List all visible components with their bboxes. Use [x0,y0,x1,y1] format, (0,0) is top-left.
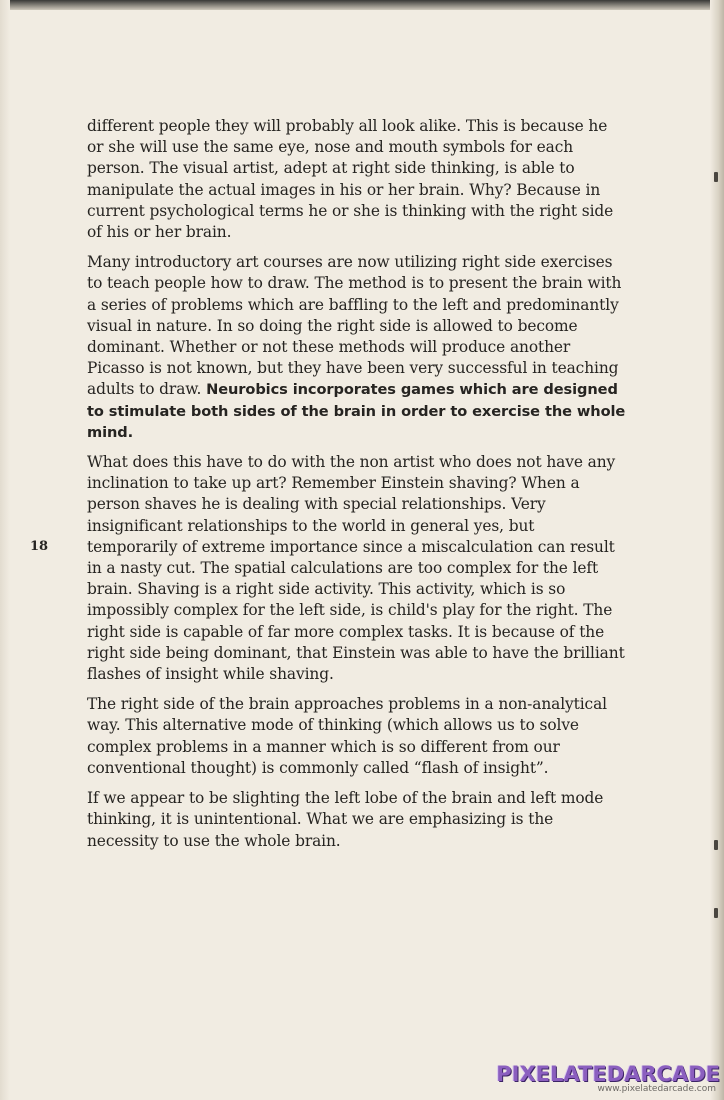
bold-emphasis: Neurobics incorporates games which are designed to stimulate both sides of the brain in order to exercise the whole mind. [87,381,626,441]
paragraph-text: different people they will probably all look alike. This is because he or she will use the same eye, nose and mouth symbols for each person. The visual artist, adept at right side thinking, is able to manipulate the actual images in his or her brain. Why? Because in current psychological terms he or she is thinking with the right side of his or her brain. [87,117,614,242]
paragraph [87,252,627,443]
binding-mark [714,172,718,182]
paragraph [87,116,627,243]
paragraph-text: If we appear to be slighting the left lobe of the brain and left mode thinking, it is unintentional. What we are emphasizing is the necessity to use the whole brain. [87,789,604,850]
paragraph [87,788,627,852]
page-number: 18 [30,539,49,554]
page-top-edge [0,0,724,10]
paragraph-text: The right side of the brain approaches problems in a non-analytical way. This alternative mode of thinking (which allows us to solve complex problems in a manner which is so different from our conventional thought) is commonly called “flash of insight”. [87,695,607,777]
watermark-url: www.pixelatedarcade.com [597,1084,716,1094]
page-right-edge [710,0,724,1100]
binding-mark [714,908,718,918]
paragraph-text: What does this have to do with the non artist who does not have any inclination to take up art? Remember Einstein shaving? When a person shaves he is dealing with special relationships. Very insignificant relationships to the world in general yes, but temporarily of extreme importance since a miscalculation can result in a nasty cut. The spatial calculations are too complex for the left brain. Shaving is a right side activity. This activity, which is so impossibly complex for the left side, is child's play for the right. The right side is capable of far more complex tasks. It is because of the right side being dominant, that Einstein was able to have the brilliant flashes of insight while shaving. [87,453,625,684]
paragraph [87,452,627,685]
binding-mark [714,840,718,850]
page-left-edge [0,0,10,1100]
watermark [496,1062,720,1094]
paragraph [87,694,627,779]
body-text [87,116,627,861]
watermark-logo-text: PIXELATEDARCADE [496,1062,720,1086]
paragraph-text: Many introductory art courses are now utilizing right side exercises to teach people how to draw. The method is to present the brain with a series of problems which are baffling to the left and predominantly visual in nature. In so doing the right side is allowed to become dominant. Whether or not these methods will produce another Picasso is not known, but they have been very successful in teaching adults to draw. [87,253,622,399]
